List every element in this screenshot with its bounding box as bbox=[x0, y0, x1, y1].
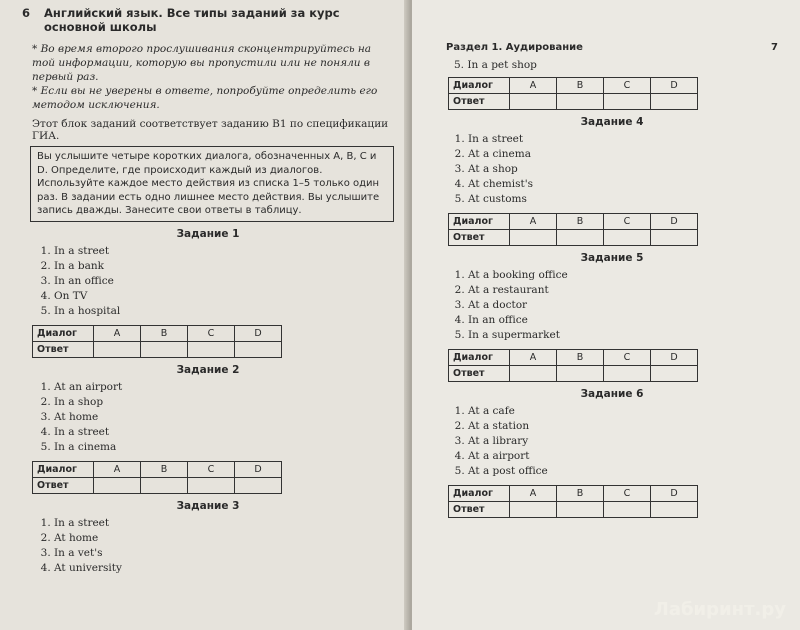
col-header: B bbox=[557, 350, 604, 366]
list-item: 1. At a cafe bbox=[468, 404, 778, 419]
col-header: B bbox=[557, 486, 604, 502]
list-item: 4. At a airport bbox=[468, 449, 778, 464]
left-page-header bbox=[22, 6, 394, 34]
answer-cell[interactable] bbox=[557, 366, 604, 382]
block-text: Этот блок заданий соответствует заданию B1 по спецификации ГИА. bbox=[32, 118, 389, 142]
carry-over-item: 5. In a pet shop bbox=[454, 59, 537, 71]
task-list bbox=[22, 244, 394, 319]
list-item: 5. In a hospital bbox=[54, 304, 394, 319]
list-item: 2. In a bank bbox=[54, 259, 394, 274]
note-2: * Если вы не уверены в ответе, попробуйте определить его методом исключения. bbox=[32, 85, 378, 111]
list-item: 3. In an office bbox=[54, 274, 394, 289]
answer-cell[interactable] bbox=[604, 230, 651, 246]
col-header: A bbox=[510, 350, 557, 366]
col-header: C bbox=[188, 461, 235, 477]
col-header: D bbox=[651, 214, 698, 230]
answer-table bbox=[32, 461, 282, 494]
answer-cell[interactable] bbox=[235, 341, 282, 357]
answer-table bbox=[448, 485, 698, 518]
answer-cell[interactable] bbox=[651, 502, 698, 518]
answer-cell[interactable] bbox=[604, 94, 651, 110]
task-title: Задание 2 bbox=[176, 363, 240, 376]
list-item: 2. In a shop bbox=[54, 395, 394, 410]
answer-cell[interactable] bbox=[557, 230, 604, 246]
col-header: B bbox=[557, 214, 604, 230]
section-title: Раздел 1. Аудирование bbox=[446, 42, 583, 53]
answer-cell[interactable] bbox=[604, 366, 651, 382]
answer-cell[interactable] bbox=[651, 230, 698, 246]
answer-table bbox=[32, 325, 282, 358]
list-item: 2. At a cinema bbox=[468, 147, 778, 162]
watermark: Лабиринт.ру bbox=[653, 599, 786, 620]
list-item: 1. In a street bbox=[54, 244, 394, 259]
col-header: A bbox=[94, 325, 141, 341]
col-header: D bbox=[235, 461, 282, 477]
task-title: Задание 6 bbox=[580, 388, 644, 400]
instruction-box: Вы услышите четыре коротких диалога, обозначенных А, B, C и D. Определите, где происходит каждый из диалогов. Используйте каждое место действия из списка 1–5 только один раз. В задании есть одно лишнее место действия. Вы услышите запись дважды. Занесите свои ответы в таблицу. bbox=[30, 146, 394, 222]
col-header: C bbox=[604, 350, 651, 366]
list-item: 2. At home bbox=[54, 531, 394, 546]
list-item: 3. At a shop bbox=[468, 162, 778, 177]
col-header: A bbox=[94, 461, 141, 477]
dialog-label: Диалог bbox=[33, 461, 94, 477]
list-item: 4. In an office bbox=[468, 313, 778, 328]
answer-cell[interactable] bbox=[141, 341, 188, 357]
dialog-label: Диалог bbox=[33, 325, 94, 341]
col-header: D bbox=[651, 486, 698, 502]
col-header: C bbox=[604, 486, 651, 502]
col-header: C bbox=[604, 214, 651, 230]
list-item: 5. At a post office bbox=[468, 464, 778, 479]
task-list bbox=[446, 268, 778, 343]
answer-label: Ответ bbox=[33, 341, 94, 357]
answer-cell[interactable] bbox=[235, 477, 282, 493]
task-title: Задание 5 bbox=[580, 252, 644, 264]
task-title: Задание 3 bbox=[176, 499, 240, 512]
answer-cell[interactable] bbox=[510, 230, 557, 246]
col-header: B bbox=[141, 325, 188, 341]
answer-cell[interactable] bbox=[604, 502, 651, 518]
list-item: 3. At home bbox=[54, 410, 394, 425]
list-item: 5. At customs bbox=[468, 192, 778, 207]
dialog-label: Диалог bbox=[449, 486, 510, 502]
answer-cell[interactable] bbox=[557, 502, 604, 518]
answer-cell[interactable] bbox=[188, 341, 235, 357]
answer-cell[interactable] bbox=[557, 94, 604, 110]
col-header: A bbox=[510, 78, 557, 94]
list-item: 2. At a station bbox=[468, 419, 778, 434]
answer-label: Ответ bbox=[449, 94, 510, 110]
page-number: 7 bbox=[771, 42, 778, 53]
list-item: 1. In a street bbox=[468, 132, 778, 147]
task-title: Задание 4 bbox=[580, 116, 644, 128]
task-list bbox=[446, 132, 778, 207]
task-list bbox=[22, 380, 394, 455]
dialog-label: Диалог bbox=[449, 350, 510, 366]
list-item: 4. On TV bbox=[54, 289, 394, 304]
answer-table bbox=[448, 77, 698, 110]
list-item: 4. At chemist's bbox=[468, 177, 778, 192]
answer-label: Ответ bbox=[33, 477, 94, 493]
list-item: 4. In a street bbox=[54, 425, 394, 440]
answer-cell[interactable] bbox=[94, 341, 141, 357]
col-header: B bbox=[141, 461, 188, 477]
answer-cell[interactable] bbox=[651, 94, 698, 110]
answer-cell[interactable] bbox=[94, 477, 141, 493]
answer-cell[interactable] bbox=[510, 502, 557, 518]
list-item: 3. At a doctor bbox=[468, 298, 778, 313]
list-item: 1. At an airport bbox=[54, 380, 394, 395]
list-item: 5. In a supermarket bbox=[468, 328, 778, 343]
right-page-header bbox=[446, 42, 778, 53]
answer-cell[interactable] bbox=[510, 94, 557, 110]
col-header: C bbox=[604, 78, 651, 94]
note-1: * Во время второго прослушивания сконцентрируйтесь на той информации, которую вы пропустили или не поняли в первый раз. bbox=[32, 43, 372, 83]
col-header: D bbox=[235, 325, 282, 341]
answer-cell[interactable] bbox=[141, 477, 188, 493]
right-page bbox=[412, 0, 800, 630]
col-header: A bbox=[510, 486, 557, 502]
answer-label: Ответ bbox=[449, 502, 510, 518]
page-number: 6 bbox=[22, 6, 31, 20]
col-header: B bbox=[557, 78, 604, 94]
list-item: 2. At a restaurant bbox=[468, 283, 778, 298]
answer-label: Ответ bbox=[449, 366, 510, 382]
answer-cell[interactable] bbox=[651, 366, 698, 382]
answer-table bbox=[448, 349, 698, 382]
list-item: 4. At university bbox=[54, 561, 394, 576]
dialog-label: Диалог bbox=[449, 214, 510, 230]
task-title: Задание 1 bbox=[176, 227, 240, 240]
answer-cell[interactable] bbox=[188, 477, 235, 493]
list-item: 5. In a cinema bbox=[54, 440, 394, 455]
answer-label: Ответ bbox=[449, 230, 510, 246]
answer-table bbox=[448, 213, 698, 246]
col-header: A bbox=[510, 214, 557, 230]
task-list bbox=[446, 404, 778, 479]
book-title: Английский язык. Все типы заданий за курс основной школы bbox=[44, 6, 340, 34]
task-list bbox=[22, 516, 394, 576]
list-item: 1. In a street bbox=[54, 516, 394, 531]
col-header: D bbox=[651, 78, 698, 94]
list-item: 3. In a vet's bbox=[54, 546, 394, 561]
list-item: 3. At a library bbox=[468, 434, 778, 449]
answer-cell[interactable] bbox=[510, 366, 557, 382]
dialog-label: Диалог bbox=[449, 78, 510, 94]
list-item: 1. At a booking office bbox=[468, 268, 778, 283]
col-header: D bbox=[651, 350, 698, 366]
col-header: C bbox=[188, 325, 235, 341]
